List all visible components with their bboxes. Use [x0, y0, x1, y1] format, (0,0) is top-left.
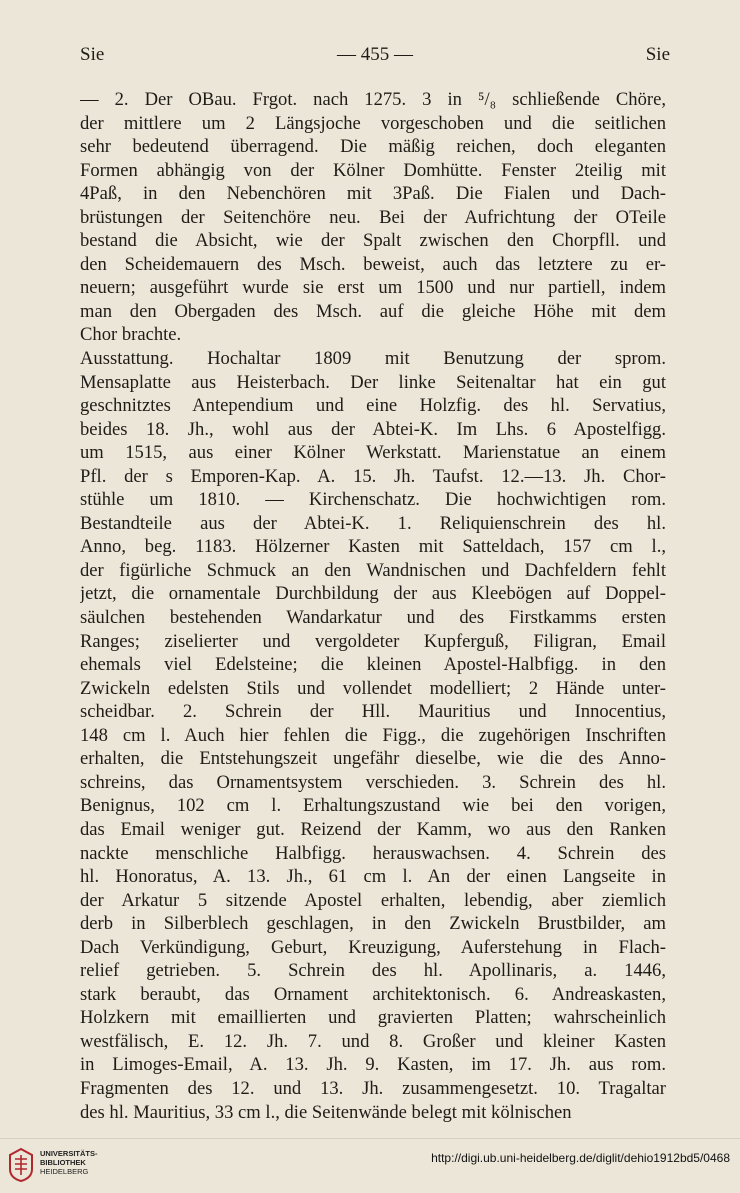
text-line: scheidbar. 2. Schrein der Hll. Mauritius und Innocentius,: [80, 701, 666, 723]
text-line: stark beraubt, das Ornament architektonisch. 6. Andreaskasten,: [80, 983, 666, 1005]
text-line: westfälisch, E. 12. Jh. 7. und 8. Großer und kleiner Kasten: [80, 1030, 666, 1052]
text-line: nackte menschliche Halbfigg. herauswachsen. 4. Schrein des: [80, 842, 666, 864]
page-number: — 455 —: [337, 44, 413, 65]
text-line: Chor brachte.: [80, 324, 182, 346]
text-line: neuern; ausgeführt wurde sie erst um 1500 und nur partiell, indem: [80, 277, 666, 299]
text-line: man den Obergaden des Msch. auf die gleiche Höhe mit dem: [80, 300, 666, 322]
text-line: stühle um 1810. — Kirchenschatz. Die hochwichtigen rom.: [80, 489, 666, 511]
text-line: Ranges; ziselierter und vergoldeter Kupferguß, Filigran, Email: [80, 630, 666, 652]
text-line: 4Paß, in den Nebenchören mit 3Paß. Die Fialen und Dach-: [80, 183, 666, 205]
header-right-keyword: Sie: [645, 44, 670, 65]
text-line: relief getrieben. 5. Schrein des hl. Apollinaris, a. 1446,: [80, 960, 666, 982]
text-line: um 1515, aus einer Kölner Werkstatt. Marienstatue an einem: [80, 442, 666, 464]
text-line: bestand die Absicht, wie der Spalt zwischen den Chorpfll. und: [80, 230, 666, 252]
text-line: jetzt, die ornamentale Durchbildung der aus Kleebögen auf Doppel-: [80, 583, 666, 605]
running-header: [80, 44, 670, 74]
text-line: säulchen bestehenden Wandarkatur und des Firstkamms ersten: [80, 607, 666, 629]
text-line: 148 cm l. Auch hier fehlen die Figg., die zugehörigen Inschriften: [80, 724, 666, 746]
text-line: der mittlere um 2 Längsjoche vorgeschoben und die seitlichen: [80, 112, 666, 134]
text-line: schreins, das Ornamentsystem verschieden. 3. Schrein des hl.: [80, 771, 666, 793]
text-line: geschnitztes Antependium und eine Holzfig. des hl. Servatius,: [80, 395, 666, 417]
text-line: ehemals viel Edelsteine; die kleinen Apostel-Halbfigg. in den: [80, 654, 666, 676]
text-line: hl. Honoratus, A. 13. Jh., 61 cm l. An der einen Langseite in: [80, 866, 666, 888]
text-line: Benignus, 102 cm l. Erhaltungszustand wie bei den vorigen,: [80, 795, 666, 817]
text-line: beides 18. Jh., wohl aus der Abtei-K. Im Lhs. 6 Apostelfigg.: [80, 418, 666, 440]
text-line: Ausstattung. Hochaltar 1809 mit Benutzung der sprom.: [80, 348, 666, 370]
text-line: in Limoges-Email, A. 13. Jh. 9. Kasten, im 17. Jh. aus rom.: [80, 1054, 666, 1076]
text-line: den Scheidemauern des Msch. beweist, auch das letztere zu er-: [80, 253, 666, 275]
text-line: derb in Silberblech geschlagen, in den Zwickeln Brustbilder, am: [80, 913, 666, 935]
text-line: sehr bedeutend überragend. Die mäßig reichen, doch eleganten: [80, 136, 666, 158]
library-name-line-3: HEIDELBERG: [40, 1167, 89, 1176]
text-line: Dach Verkündigung, Geburt, Kreuzigung, Auferstehung in Flach-: [80, 936, 666, 958]
header-left-keyword: Sie: [80, 44, 105, 65]
permalink-url[interactable]: http://digi.ub.uni-heidelberg.de/diglit/dehio1912bd5/0468: [431, 1151, 730, 1165]
text-line: des hl. Mauritius, 33 cm l., die Seitenwände belegt mit kölnischen: [80, 1101, 572, 1123]
text-line: Mensaplatte aus Heisterbach. Der linke Seitenaltar hat ein gut: [80, 371, 666, 393]
text-line: der figürliche Schmuck an den Wandnischen und Dachfeldern fehlt: [80, 559, 666, 581]
library-name-line-1: UNIVERSITÄTS-: [40, 1149, 98, 1158]
body-text: [80, 88, 666, 1124]
text-line: erhalten, die Entstehungszeit ungefähr dieselbe, wie die des Anno-: [80, 748, 666, 770]
heidelberg-library-logo-icon: [8, 1147, 34, 1183]
text-line: — 2. Der OBau. Frgot. nach 1275. 3 in ⁵/₈ schließende Chöre,: [80, 89, 666, 110]
text-line: brüstungen der Seitenchöre neu. Bei der Aufrichtung der OTeile: [80, 206, 666, 228]
text-line: Bestandteile aus der Abtei-K. 1. Reliquienschrein des hl.: [80, 512, 666, 534]
text-line: Holzkern mit emaillierten und gravierten Platten; wahrscheinlich: [80, 1007, 666, 1029]
library-name-line-2: BIBLIOTHEK: [40, 1158, 86, 1167]
text-line: Zwickeln edelsten Stils und vollendet modelliert; 2 Hände unter-: [80, 677, 666, 699]
text-line: Anno, beg. 1183. Hölzerner Kasten mit Satteldach, 157 cm l.,: [80, 536, 666, 558]
library-name: [40, 1149, 98, 1176]
text-line: Fragmenten des 12. und 13. Jh. zusammengesetzt. 10. Tragaltar: [80, 1077, 666, 1099]
text-line: das Email weniger gut. Reizend der Kamm, wo aus den Ranken: [80, 818, 666, 840]
text-line: Pfl. der s Emporen-Kap. A. 15. Jh. Taufst. 12.—13. Jh. Chor-: [80, 465, 666, 487]
text-line: Formen abhängig von der Kölner Domhütte. Fenster 2teilig mit: [80, 159, 666, 181]
footer: [0, 1138, 740, 1193]
text-line: der Arkatur 5 sitzende Apostel erhalten, lebendig, aber ziemlich: [80, 889, 666, 911]
